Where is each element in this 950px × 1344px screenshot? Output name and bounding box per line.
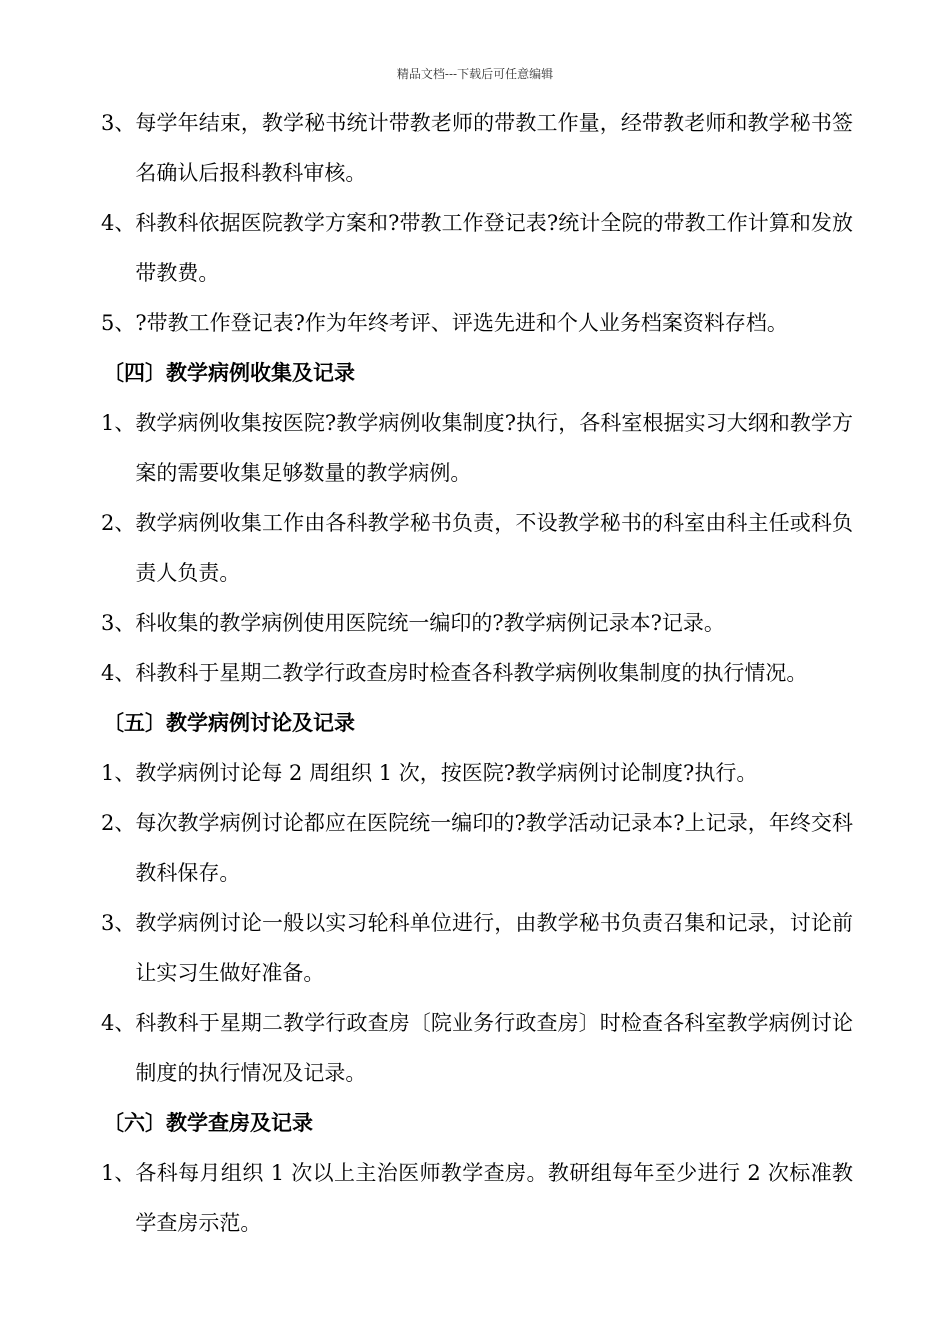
section-heading: 〔四〕教学病例收集及记录 xyxy=(103,360,355,385)
document-body xyxy=(101,98,853,1248)
list-item xyxy=(101,798,853,898)
item-text: 教学病例讨论每 2 周组织 1 次，按医院?教学病例讨论制度?执行。 xyxy=(135,761,758,785)
item-text: 教学病例收集按医院?教学病例收集制度?执行，各科室根据实习大纲和教学方案的需要收集足够数量的教学病例。 xyxy=(135,411,853,485)
item-number: 2、 xyxy=(101,811,136,835)
list-item xyxy=(101,748,853,798)
item-number: 3、 xyxy=(101,911,136,935)
item-text: ?带教工作登记表?作为年终考评、评选先进和个人业务档案资料存档。 xyxy=(135,311,788,335)
item-number: 5、 xyxy=(101,311,136,335)
list-item xyxy=(101,98,853,198)
item-number: 1、 xyxy=(101,761,136,785)
section-heading: 〔五〕教学病例讨论及记录 xyxy=(103,710,355,735)
list-item xyxy=(101,598,853,648)
list-item xyxy=(101,498,853,598)
item-text: 科教科依据医院教学方案和?带教工作登记表?统计全院的带教工作计算和发放带教费。 xyxy=(135,211,853,285)
list-item xyxy=(101,648,853,698)
list-item xyxy=(101,1148,853,1248)
list-item xyxy=(101,898,853,998)
list-item xyxy=(101,198,853,298)
item-number: 1、 xyxy=(101,1161,136,1185)
section-heading: 〔六〕教学查房及记录 xyxy=(103,1110,313,1135)
item-text: 科教科于星期二教学行政查房〔院业务行政查房〕时检查各科室教学病例讨论制度的执行情况及记录。 xyxy=(135,1011,853,1085)
item-number: 3、 xyxy=(101,111,136,135)
item-text: 每学年结束，教学秘书统计带教老师的带教工作量，经带教老师和教学秘书签名确认后报科教科审核。 xyxy=(135,111,853,185)
item-number: 4、 xyxy=(101,211,136,235)
list-item xyxy=(101,998,853,1098)
item-number: 1、 xyxy=(101,411,136,435)
list-item xyxy=(101,398,853,498)
item-text: 教学病例收集工作由各科教学秘书负责，不设教学秘书的科室由科主任或科负责人负责。 xyxy=(135,511,853,585)
item-text: 科收集的教学病例使用医院统一编印的?教学病例记录本?记录。 xyxy=(135,611,725,635)
item-number: 4、 xyxy=(101,1011,136,1035)
item-text: 每次教学病例讨论都应在医院统一编印的?教学活动记录本?上记录，年终交科教科保存。 xyxy=(135,811,853,885)
item-text: 各科每月组织 1 次以上主治医师教学查房。教研组每年至少进行 2 次标准教学查房示范。 xyxy=(135,1161,853,1235)
item-text: 科教科于星期二教学行政查房时检查各科教学病例收集制度的执行情况。 xyxy=(135,661,808,685)
page-header: 精品文档---下载后可任意编辑 xyxy=(396,67,554,81)
item-text: 教学病例讨论一般以实习轮科单位进行，由教学秘书负责召集和记录，讨论前让实习生做好准备。 xyxy=(135,911,853,985)
list-item xyxy=(101,298,853,348)
item-number: 2、 xyxy=(101,511,136,535)
item-number: 3、 xyxy=(101,611,136,635)
item-number: 4、 xyxy=(101,661,136,685)
